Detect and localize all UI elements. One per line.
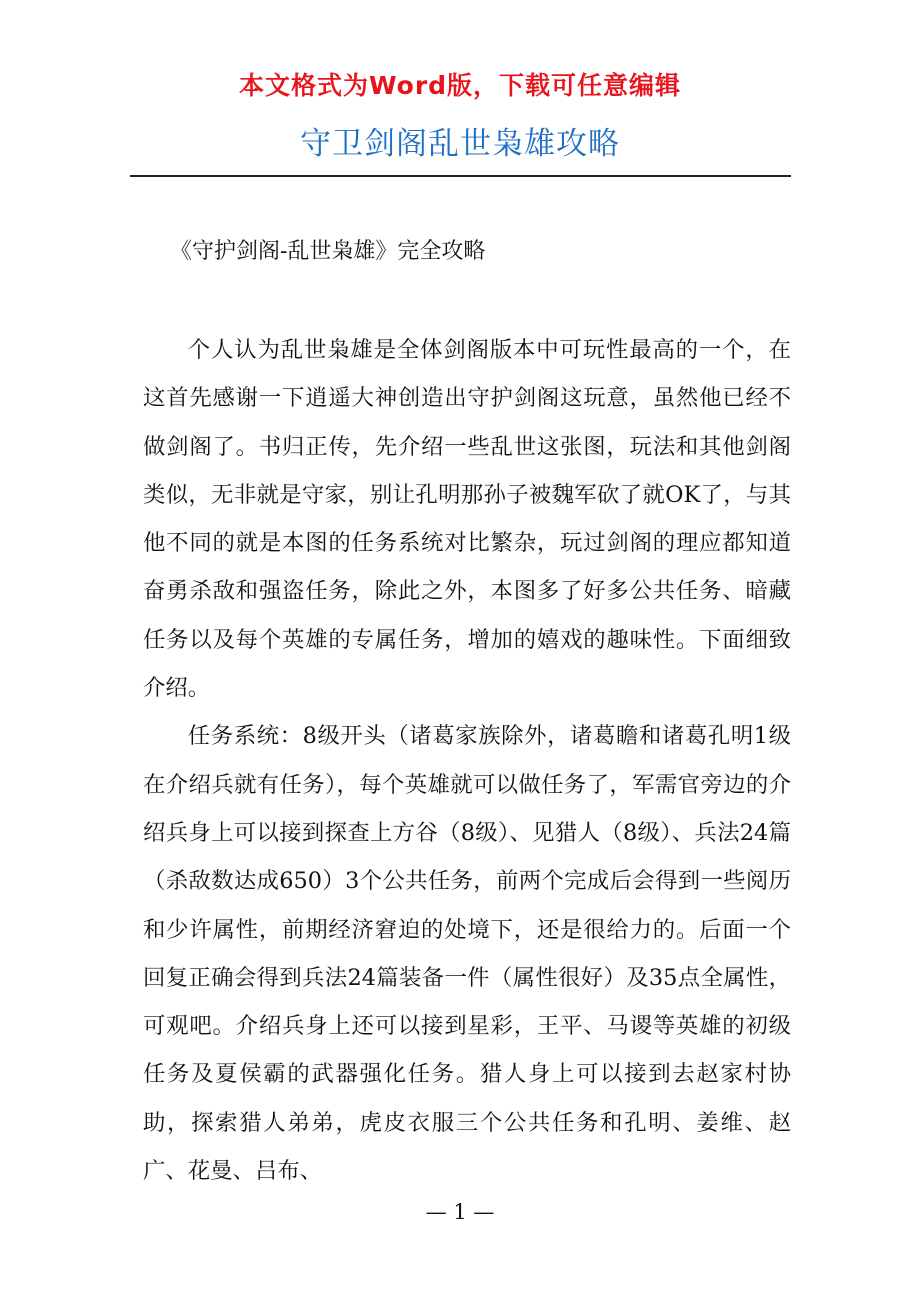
document-subtitle: 《守护剑阁-乱世枭雄》完全攻略 bbox=[170, 239, 486, 264]
body-paragraph-task-system: 任务系统：8级开头（诸葛家族除外，诸葛瞻和诸葛孔明1级在介绍兵就有任务），每个英雄就可以做任务了，军需官旁边的介绍兵身上可以接到探查上方谷（8级）、见猎人（8级）、兵法24篇（杀敌数达成650）3个公共任务，前两个完成后会得到一些阅历和少许属性，前期经济窘迫的处境下，还是很给力的。后面一个回复正确会得到兵法24篇装备一件（属性很好）及35点全属性，可观吧。介绍兵身上还可以接到星彩，王平、马谡等英雄的初级任务及夏侯霸的武器强化任务。猎人身上可以接到去赵家村协助，探索猎人弟弟，虎皮衣服三个公共任务和孔明、姜维、赵广、花曼、吕布、 bbox=[143, 723, 791, 1185]
title-divider bbox=[130, 175, 791, 177]
document-title: 守卫剑阁乱世枭雄攻略 bbox=[300, 126, 620, 162]
format-banner: 本文格式为Word版，下载可任意编辑 bbox=[238, 71, 682, 100]
body-paragraph-intro: 个人认为乱世枭雄是全体剑阁版本中可玩性最高的一个，在这首先感谢一下逍遥大神创造出守护剑阁这玩意，虽然他已经不做剑阁了。书归正传，先介绍一些乱世这张图，玩法和其他剑阁类似，无非就是守家，别让孔明那孙子被魏军砍了就OK了，与其他不同的就是本图的任务系统对比繁杂，玩过剑阁的理应都知道奋勇杀敌和强盗任务，除此之外，本图多了好多公共任务、暗藏任务以及每个英雄的专属任务，增加的嬉戏的趣味性。下面细致介绍。 bbox=[143, 337, 791, 702]
page-number: — 1 — bbox=[425, 1200, 495, 1224]
document-body bbox=[143, 326, 791, 1195]
